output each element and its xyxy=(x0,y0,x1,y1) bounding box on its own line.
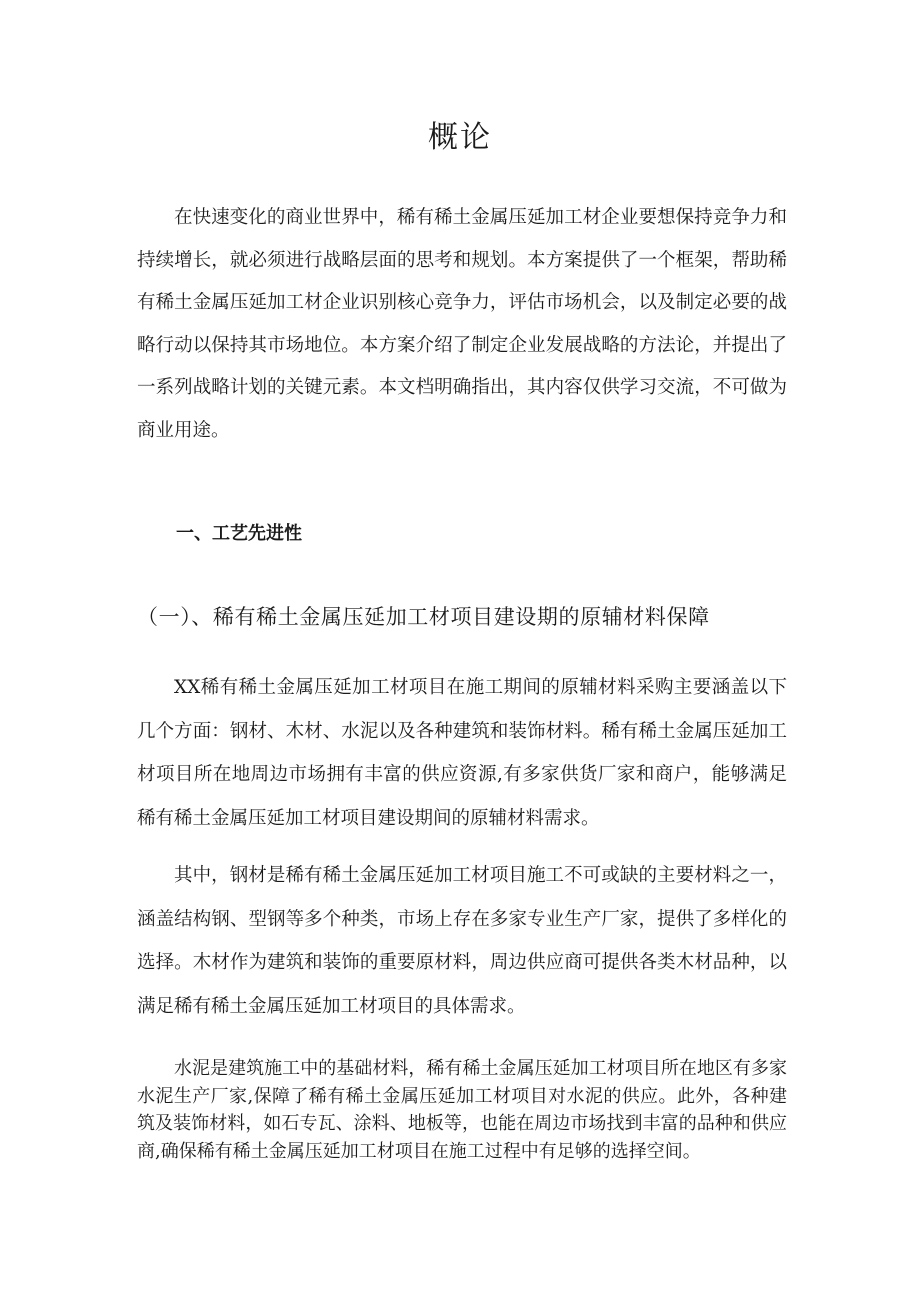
body-paragraph-2: 其中，钢材是稀有稀土金属压延加工材项目施工不可或缺的主要材料之一，涵盖结构钢、型钢等多个种类，市场上存在多家专业生产厂家，提供了多样化的选择。木材作为建筑和装饰的重要原材料，周边供应商可提供各类木材品种，以满足稀有稀土金属压延加工材项目的具体需求。 xyxy=(137,865,787,1017)
body-paragraph-3: 水泥是建筑施工中的基础材料，稀有稀土金属压延加工材项目所在地区有多家水泥生产厂家,保障了稀有稀土金属压延加工材项目对水泥的供应。此外，各种建筑及装饰材料，如石专瓦、涂料、地板等，也能在周边市场找到丰富的品种和供应商,确保稀有稀土金属压延加工材项目在施工过程中有足够的选择空间。 xyxy=(137,1058,787,1162)
page-title: 概论 xyxy=(428,120,492,155)
section-heading: 一、工艺先进性 xyxy=(176,523,302,544)
subsection-heading: （一）、稀有稀土金属压延加工材项目建设期的原辅材料保障 xyxy=(137,605,710,629)
intro-paragraph: 在快速变化的商业世界中，稀有稀土金属压延加工材企业要想保持竞争力和持续增长，就必须进行战略层面的思考和规划。本方案提供了一个框架，帮助稀有稀土金属压延加工材企业识别核心竞争力，评估市场机会，以及制定必要的战略行动以保持其市场地位。本方案介绍了制定企业发展战略的方法论，并提出了一系列战略计划的关键元素。本文档明确指出，其内容仅供学习交流，不可做为商业用途。 xyxy=(137,207,787,441)
body-paragraph-1: XX稀有稀土金属压延加工材项目在施工期间的原辅材料采购主要涵盖以下几个方面：钢材、木材、水泥以及各种建筑和装饰材料。稀有稀土金属压延加工材项目所在地周边市场拥有丰富的供应资源,有多家供货厂家和商户，能够满足稀有稀土金属压延加工材项目建设期间的原辅材料需求。 xyxy=(137,677,787,829)
